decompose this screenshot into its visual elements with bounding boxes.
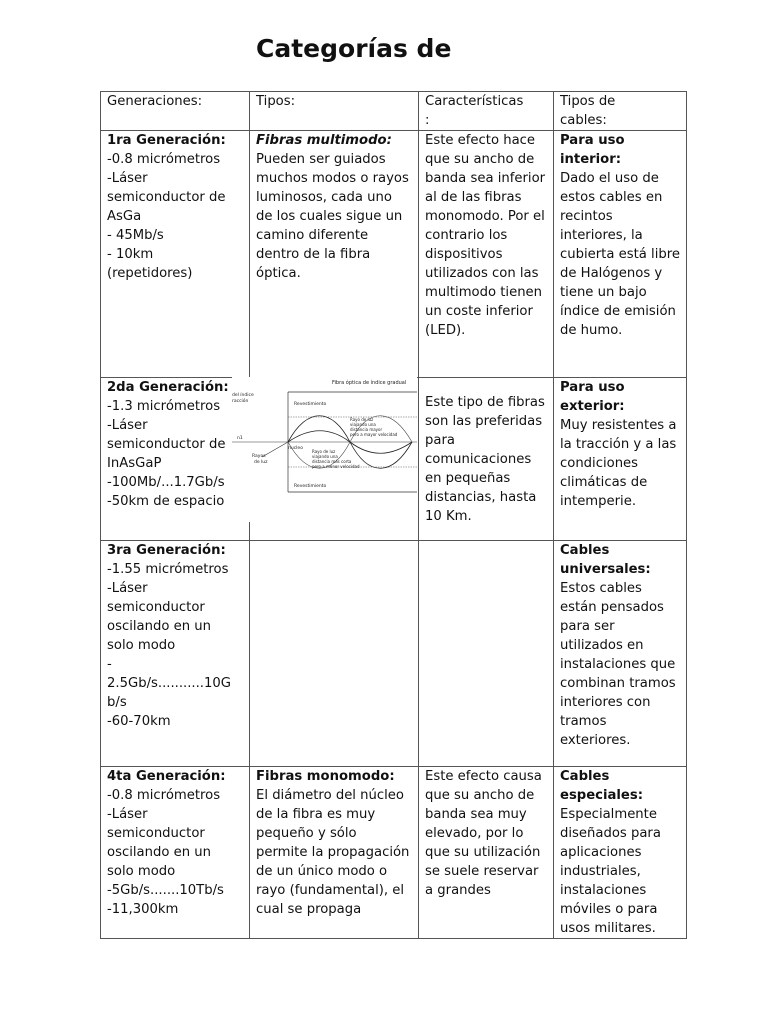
generation-spec: -100Mb/...1.7Gb/s: [107, 475, 225, 490]
generation-spec: -Láser: [107, 418, 148, 433]
generation-spec: oscilando en un: [107, 619, 211, 634]
cable-text: Estos cables están pensados para ser utilizados en instalaciones que combinan tramos interiores con tramos exteriores.: [560, 581, 676, 748]
generation-spec: InAsGaP: [107, 456, 162, 471]
generation-spec: -: [107, 657, 112, 672]
generation-spec: -Láser: [107, 807, 148, 822]
cladding-label-top: Revestimiento: [294, 402, 327, 407]
caracteristicas-text: Este efecto causa que su ancho de banda sea muy elevado, por lo que su utilización se suele reservar a grandes: [425, 769, 542, 898]
generation-spec: solo modo: [107, 864, 176, 879]
caracteristicas-cell: [419, 767, 554, 939]
cable-title: Para uso interior:: [560, 133, 625, 167]
cable-text: Muy resistentes a la tracción y a las condiciones climáticas de intemperie.: [560, 418, 677, 509]
generation-spec: semiconductor: [107, 826, 205, 841]
far-ray-label: viajando una: [350, 422, 376, 427]
nucleo-label: nucleo: [288, 446, 303, 451]
near-ray-label: distancia más corta: [312, 459, 352, 464]
caracteristicas-cell: [419, 131, 554, 378]
generation-spec: solo modo: [107, 638, 176, 653]
tipo-text: Pueden ser guiados muchos modos o rayos luminosos, cada uno de los cuales sigue un camino diferente dentro de la fibra óptica.: [256, 152, 409, 281]
generation-spec: - 10km: [107, 247, 154, 262]
caracteristicas-text: Este efecto hace que su ancho de banda sea inferior al de las fibras monomodo. Por el contrario los dispositivos utilizados con las multimodo tienen un coste inferior (LED).: [425, 133, 546, 338]
diagram-title: Fibra óptica de índice gradual: [332, 380, 407, 386]
generation-spec: semiconductor de: [107, 437, 226, 452]
tipo-title: Fibras multimodo:: [256, 133, 392, 148]
cable-cell: [554, 767, 687, 939]
caracteristicas-cell: [419, 378, 554, 541]
cable-cell: [554, 378, 687, 541]
generation-spec: oscilando en un: [107, 845, 211, 860]
tipo-cell: [250, 131, 419, 378]
generation-cell: [101, 378, 250, 541]
header-tipos-cables: Tipos de cables:: [554, 92, 687, 131]
header-caracteristicas: Características :: [419, 92, 554, 131]
near-ray-label: pero a menor velocidad: [312, 464, 360, 469]
graded-index-fiber-diagram: [232, 377, 417, 522]
generation-spec: 2.5Gb/s...........10G: [107, 676, 231, 691]
generation-spec: -1.3 micrómetros: [107, 399, 221, 414]
generation-spec: b/s: [107, 695, 127, 710]
generation-spec: -60-70km: [107, 714, 171, 729]
generation-title: 4ta Generación:: [107, 769, 226, 784]
generation-spec: -50km de espacio: [107, 494, 225, 509]
generation-title: 2da Generación:: [107, 380, 229, 395]
generation-spec: semiconductor de: [107, 190, 226, 205]
tipo-text: El diámetro del núcleo de la fibra es muy pequeño y sólo permite la propagación de un único modo o rayo (fundamental), el cual se propaga: [256, 788, 410, 917]
generation-spec: -0.8 micrómetros: [107, 152, 221, 167]
generation-spec: -11,300km: [107, 902, 179, 917]
header-tipos: Tipos:: [250, 92, 419, 131]
generation-spec: AsGa: [107, 209, 142, 224]
generation-spec: -5Gb/s.......10Tb/s: [107, 883, 224, 898]
generation-spec: -0.8 micrómetros: [107, 788, 221, 803]
generation-spec: semiconductor: [107, 600, 205, 615]
cable-title: Cables especiales:: [560, 769, 644, 803]
tipo-cell: [250, 541, 419, 767]
n1-label: n1: [237, 436, 243, 441]
near-ray-label: Rayo de luz: [312, 449, 336, 454]
generation-title: 3ra Generación:: [107, 543, 226, 558]
cable-title: Para uso exterior:: [560, 380, 625, 414]
generation-spec: -Láser: [107, 171, 148, 186]
cable-text: Especialmente diseñados para aplicaciones industriales, instalaciones móviles o para usos militares.: [560, 807, 661, 936]
cable-cell: [554, 131, 687, 378]
rays-label: Rayos: [252, 454, 266, 459]
near-ray-label: viajando una: [312, 454, 338, 459]
far-ray-label: pero a mayor velocidad: [350, 432, 398, 437]
far-ray-label: distancia mayor: [350, 427, 383, 432]
caracteristicas-text: Este tipo de fibras son las preferidas para comunicaciones en pequeñas distancias, hasta 10 Km.: [425, 395, 545, 524]
generation-spec: (repetidores): [107, 266, 193, 281]
cable-text: Dado el uso de estos cables en recintos interiores, la cubierta está libre de Halógenos y tiene un bajo índice de emisión de humo.: [560, 171, 680, 338]
caracteristicas-cell: [419, 541, 554, 767]
cable-title: Cables universales:: [560, 543, 651, 577]
table-row: [101, 767, 687, 939]
generation-spec: -Láser: [107, 581, 148, 596]
header-row: [101, 92, 687, 131]
diagram-index-label: racción: [232, 399, 249, 404]
generation-cell: [101, 541, 250, 767]
tipo-cell: [250, 767, 419, 939]
far-ray-label: Rayo de luz: [350, 417, 374, 422]
generation-spec: -1.55 micrómetros: [107, 562, 229, 577]
generation-cell: [101, 131, 250, 378]
table-row: [101, 131, 687, 378]
generation-spec: - 45Mb/s: [107, 228, 164, 243]
tipo-title: Fibras monomodo:: [256, 769, 395, 784]
table-row: [101, 541, 687, 767]
header-generaciones: Generaciones:: [101, 92, 250, 131]
generation-cell: [101, 767, 250, 939]
generation-title: 1ra Generación:: [107, 133, 226, 148]
cable-cell: [554, 541, 687, 767]
rays-label: de luz: [254, 460, 268, 465]
cladding-label-bottom: Revestimiento: [294, 484, 327, 489]
diagram-index-label: del índice: [232, 393, 254, 398]
document-title: Categorías de: [256, 34, 452, 63]
